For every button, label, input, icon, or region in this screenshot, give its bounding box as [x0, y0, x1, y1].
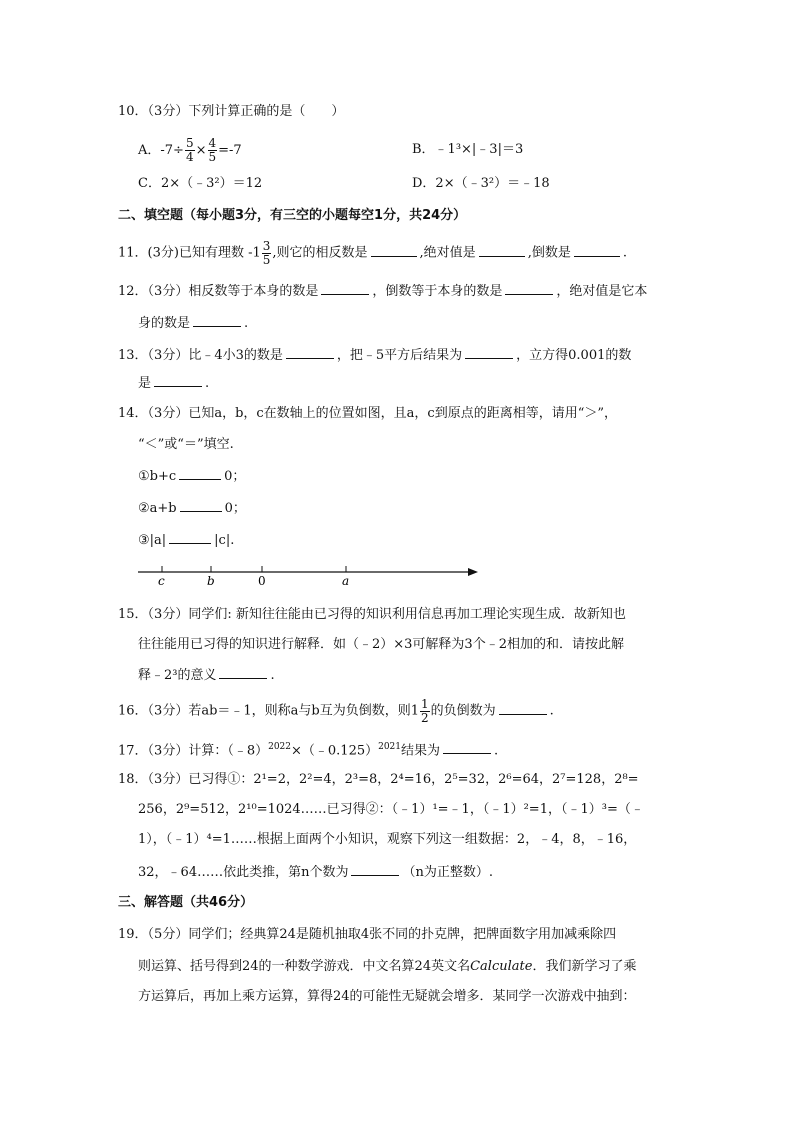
answer-blank[interactable]: [169, 529, 211, 544]
fraction: $\frac{4}{5}$: [208, 136, 217, 164]
section-2-heading: 二、填空题（每小题3分，有三空的小题每空1分，共24分）: [118, 208, 467, 223]
question-13-line-1: 13．（3分）比﹣4小3的数是 ，把﹣5平方后结果为 ，立方得0.001的数: [118, 344, 631, 366]
answer-blank[interactable]: [499, 700, 547, 715]
answer-blank[interactable]: [351, 861, 399, 876]
label-zero: 0: [258, 574, 266, 588]
axis-arrow: [468, 568, 478, 576]
question-16: 16．（3分）若ab＝﹣1，则称a与b互为负倒数，则1 $\frac{1}{2}$ 的负倒数为 .: [118, 696, 554, 725]
question-12-line-1: 12．（3分）相反数等于本身的数是 ，倒数等于本身的数是 ，绝对值是它本: [118, 280, 647, 302]
question-15-line-2: 往往能用已习得的知识进行解释．如（﹣2）×3可解释为3个﹣2相加的和．请按此解: [138, 637, 624, 652]
question-14-line-2: “＜”或“＝”填空.: [138, 437, 234, 452]
mixed-number: 1 $\frac{3}{5}$: [252, 238, 271, 267]
question-17: 17．（3分）计算：（﹣8）$^{2022}$×（﹣0.125）$^{2021}$结果为 .: [118, 737, 498, 761]
answer-blank[interactable]: [371, 242, 417, 257]
question-13-line-2: 是 .: [138, 372, 209, 394]
answer-blank[interactable]: [443, 739, 491, 754]
section-3-heading: 三、解答题（共46分）: [118, 895, 254, 910]
question-14-item-1: ①b+c 0；: [138, 465, 245, 487]
question-18-line-4: 32，﹣64……依此类推，第n个数为 （n为正整数）.: [138, 861, 493, 883]
answer-blank[interactable]: [286, 344, 334, 359]
number-line: [138, 562, 488, 602]
question-10-option-d: D．2×（﹣3²）＝﹣18: [412, 176, 550, 191]
answer-blank[interactable]: [505, 280, 553, 295]
label-c: c: [158, 574, 165, 588]
question-10-option-c: C．2×（﹣3²）＝12: [138, 176, 263, 191]
answer-blank[interactable]: [479, 242, 525, 257]
answer-blank[interactable]: [193, 312, 241, 327]
question-10-option-b: B．﹣1³×|﹣3|＝3: [412, 142, 524, 157]
question-18-line-2: 256，2⁹=512，2¹⁰=1024……已习得②：（﹣1）¹=﹣1，（﹣1）²=1，（﹣1）³=（﹣: [138, 802, 644, 817]
question-19-line-1: 19．（5分）同学们；经典算24是随机抽取4张不同的扑克牌，把牌面数字用加减乘除四: [118, 927, 617, 942]
answer-blank[interactable]: [180, 497, 222, 512]
question-10-stem: 10．（3分）下列计算正确的是（ ）: [118, 104, 345, 119]
question-14-item-2: ②a+b 0；: [138, 497, 246, 519]
answer-blank[interactable]: [574, 242, 620, 257]
label-b: b: [207, 574, 215, 588]
question-18-line-3: 1），（﹣1）⁴=1……根据上面两个小知识，观察下列这一组数据：2，﹣4，8，﹣16，: [138, 832, 637, 847]
answer-blank[interactable]: [321, 280, 369, 295]
question-12-line-2: 身的数是 .: [138, 312, 248, 334]
question-11: 11．(3分)已知有理数 -1 $\frac{3}{5}$ ,则它的相反数是 ,绝对值是 ,倒数是 .: [118, 238, 627, 267]
answer-blank[interactable]: [219, 664, 267, 679]
answer-blank[interactable]: [154, 372, 202, 387]
answer-blank[interactable]: [465, 344, 513, 359]
question-19-line-2: 则运算、括号得到24的一种数学游戏．中文名算24英文名Calculate．我们新学习了乘: [138, 959, 637, 974]
question-14-item-3: ③|a| |c|.: [138, 529, 234, 551]
question-19-line-3: 方运算后，再加上乘方运算，算得24的可能性无疑就会增多．某同学一次游戏中抽到：: [138, 989, 636, 1004]
question-14-line-1: 14．（3分）已知a，b，c在数轴上的位置如图，且a，c到原点的距离相等，请用“＞”，: [118, 406, 617, 421]
question-15-line-1: 15．（3分）同学们: 新知往往能由已习得的知识利用信息再加工理论实现生成．故新知也: [118, 607, 626, 622]
question-15-line-3: 释﹣2³的意义 .: [138, 664, 275, 686]
label-a: a: [342, 574, 350, 588]
mixed-number: 1 $\frac{1}{2}$: [410, 696, 429, 725]
question-10-option-a: A．-7÷ $\frac{5}{4}$ × $\frac{4}{5}$ =-7: [138, 136, 242, 164]
answer-blank[interactable]: [179, 465, 221, 480]
question-18-line-1: 18．（3分）已习得①：2¹=2，2²=4，2³=8，2⁴=16，2⁵=32，2⁶=64，2⁷=128，2⁸=: [118, 772, 639, 787]
fraction: $\frac{5}{4}$: [185, 136, 194, 164]
